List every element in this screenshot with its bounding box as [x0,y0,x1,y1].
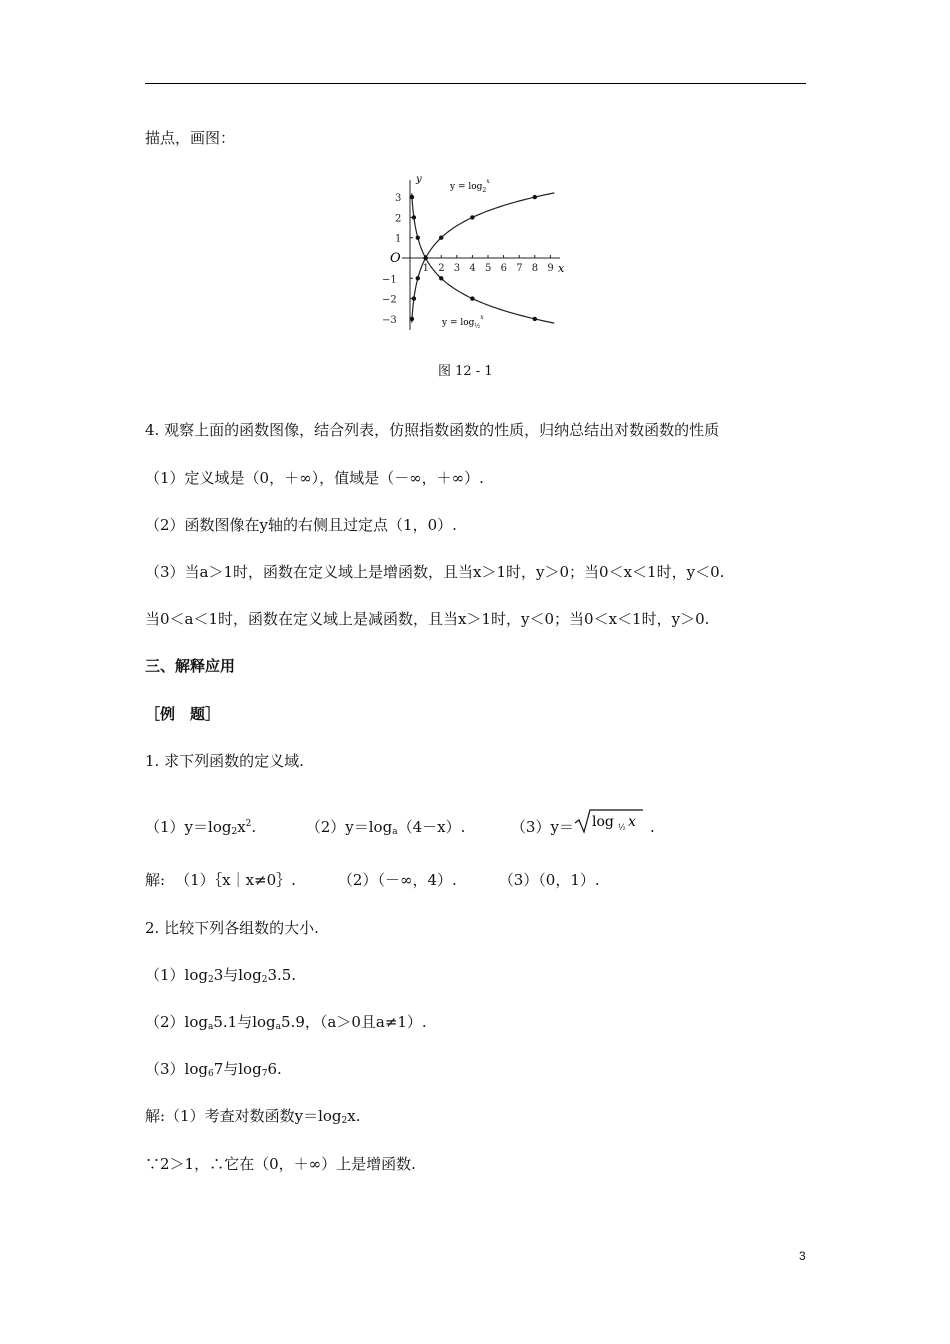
property-3: （3）当a＞1时，函数在定义域上是增函数，且当x＞1时，y＞0；当0＜x＜1时，y＜0. [145,563,725,581]
q2-solution: 解:（1）考查对数函数$y=\log_2x$. [145,1107,361,1126]
section4-title: 4. 观察上面的函数图像，结合列表，仿照指数函数的性质，归纳总结出对数函数的性质 [145,421,720,439]
header-rule [145,83,806,84]
data-point [410,195,414,199]
property-2: （2）函数图像在y轴的右侧且过定点（1，0）. [145,516,457,534]
x-tick-label: 1 [422,263,429,274]
x-tick-label: 9 [547,263,554,274]
origin-label: O [390,251,401,266]
data-point [533,195,537,199]
sqrt-expression [574,808,644,834]
page-number: 3 [799,1249,806,1263]
example-label: ［例 题］ [145,705,221,723]
property-3-cont: 当0＜a＜1时，函数在定义域上是减函数，且当x＞1时，y＜0；当0＜x＜1时，y＞0. [145,610,710,628]
property-1: （1）定义域是（0，＋∞），值域是（－∞，＋∞）. [145,469,484,487]
data-point [410,317,414,321]
q2-part-c: $(3)\log_67$与$\log_76$. [145,1060,282,1079]
q1-title: 1. 求下列函数的定义域. [145,752,304,770]
q2-reasoning: ∵2＞1，∴它在（0，＋∞）上是增函数. [145,1155,416,1173]
data-point [423,256,427,260]
log-function-graph [380,170,575,338]
figure-caption: 图 12 - 1 [438,364,493,379]
data-point [439,236,443,240]
q1-parts [145,808,655,842]
y-tick-label: 3 [395,193,402,205]
y-tick-label: −3 [382,314,397,326]
q1-part-b: $(2)y=\log_a(4-x)$. [305,818,466,837]
x-tick-label: 4 [469,263,476,274]
x-axis-label: x [558,262,565,275]
svg-text:½: ½ [617,823,626,832]
x-tick-label: 3 [453,263,461,274]
y-axis-label: y [416,174,422,185]
label-log2: $y = \log_2^x$ [450,178,490,194]
q1-answers: 解: （1）｛x｜x≠0｝. （2）（－∞，4）. （3）（0，1）. [145,871,600,889]
section-heading: 三、解释应用 [145,657,236,675]
x-tick-label: 8 [531,263,539,274]
y-tick-label: −1 [382,274,397,286]
q1-part-a: $(1)y=\log_2x^2$. [145,818,257,837]
data-point [412,215,416,219]
data-point [416,236,420,240]
intro-text: 描点，画图： [145,129,236,147]
svg-text:x: x [627,814,636,830]
data-point [470,296,474,300]
y-tick-label: 2 [395,213,402,225]
x-tick-label: 6 [500,263,507,274]
q2-title: 2. 比较下列各组数的大小. [145,919,319,937]
y-tick-label: −2 [382,294,397,306]
data-point [533,317,537,321]
x-tick-label: 2 [438,263,445,274]
data-point [416,276,420,280]
y-tick-label: 1 [395,233,402,245]
x-tick-label: 7 [516,263,523,274]
x-tick-label: 5 [485,263,492,274]
data-point [439,276,443,280]
data-point [470,215,474,219]
label-log-half: $y = \log_{\frac{1}{2}}^x$ [442,314,484,330]
svg-text:log: log [591,814,614,830]
q2-part-a: $(1)\log_23$与$\log_23.5$. [145,966,297,985]
data-point [412,296,416,300]
q1-part-c: （3）y＝ log ½ x . [511,818,655,836]
q2-part-b: $(2)\log_a5.1$与$\log_a5.9$，（a＞0且a≠1）. [145,1013,427,1032]
